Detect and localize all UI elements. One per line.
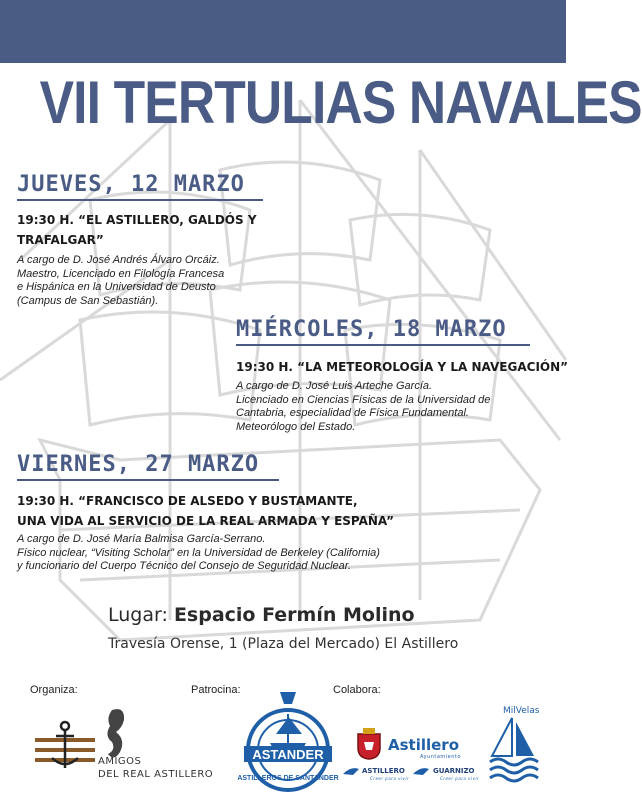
venue-address: Travesía Orense, 1 (Plaza del Mercado) El Astillero — [108, 636, 459, 652]
session-2-speaker-bio: A cargo de D. José Luis Arteche García. Licenciado en Ciencias Físicas de la Universidad de Cantabria, especialidad de Física Fundamental. Meteorólogo del Estado. — [236, 380, 491, 433]
poster-title: VII TERTULIAS NAVALES — [39, 69, 642, 136]
astillero-small-text: ASTILLERO — [362, 767, 405, 775]
ayuntamiento-text: Ayuntamiento — [420, 754, 461, 760]
guarnizo-small-wave-icon — [412, 766, 430, 776]
session-3-divider — [17, 479, 279, 481]
session-1-day: JUEVES, 12 MARZO — [17, 172, 245, 197]
astillero-tagline: Creer para vivir — [370, 776, 410, 781]
session-3-day: VIERNES, 27 MARZO — [17, 452, 260, 477]
header-bar — [0, 0, 566, 63]
milvelas-sailboat-logo — [486, 716, 542, 782]
astillero-coat-of-arms-icon — [356, 728, 382, 760]
session-3-speaker-bio: A cargo de D. José María Balmisa García-Serrano. Físico nuclear, “Visiting Scholar” en la Universidad de Berkeley (California) y funcionario del Cuerpo Técnico del Consejo de Seguridad Nuclear. — [17, 533, 380, 572]
astillero-small-wave-icon — [342, 766, 360, 776]
guarnizo-tagline: Creer para vivir — [440, 776, 480, 781]
astillero-logo-text: Astillero — [388, 736, 460, 754]
session-2-talk-title: 19:30 H. “LA METEOROLOGÍA Y LA NAVEGACIÓN” — [236, 360, 569, 374]
amigos-logo-text-2: DEL REAL ASTILLERO — [98, 769, 214, 780]
venue-name: Espacio Fermín Molino — [173, 604, 415, 626]
session-3-talk-title: 19:30 H. “FRANCISCO DE ALSEDO Y BUSTAMANTE, UNA VIDA AL SERVICIO DE LA REAL ARMADA Y ESPAÑA” — [17, 494, 395, 528]
patrocina-label: Patrocina: — [191, 684, 241, 696]
guarnizo-small-text: GUARNIZO — [433, 767, 475, 775]
astander-text: ASTANDER — [252, 747, 324, 762]
session-1-speaker-bio: A cargo de D. José Andrés Álvaro Orcáiz. Maestro, Licenciado en Filología Francesa e Hispánica en la Universidad de Deusto (Campus de San Sebastián). — [17, 254, 225, 307]
session-2-divider — [236, 344, 530, 346]
organiza-label: Organiza: — [30, 684, 78, 696]
session-1-talk-title: 19:30 H. “EL ASTILLERO, GALDÓS Y TRAFALGAR” — [17, 213, 257, 247]
colabora-label: Colabora: — [333, 684, 381, 696]
session-2-day: MIÉRCOLES, 18 MARZO — [236, 317, 507, 342]
milvelas-text: MilVelas — [503, 706, 540, 716]
astander-logo — [237, 688, 339, 794]
session-1-divider — [17, 199, 263, 201]
astander-ring-text: ASTILLEROS DE SANTANDER — [237, 775, 339, 782]
amigos-logo-text-1: AMIGOS — [98, 756, 142, 767]
venue-label: Lugar: — [108, 604, 168, 626]
venue-line — [108, 604, 415, 626]
